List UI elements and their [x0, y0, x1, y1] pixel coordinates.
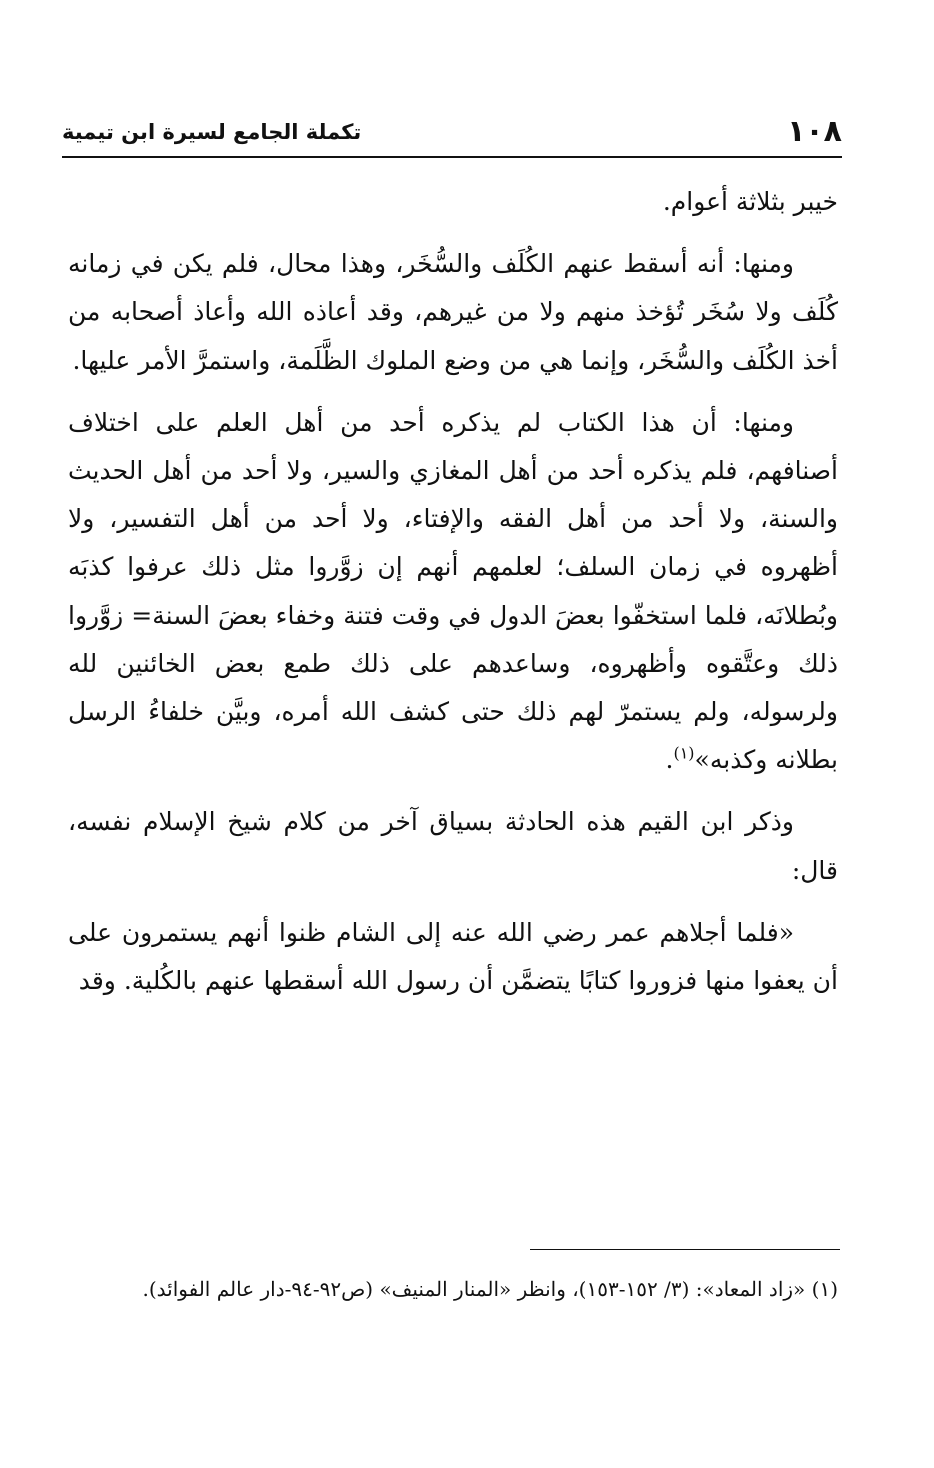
paragraph-3-text: ومنها: أن هذا الكتاب لم يذكره أحد من أهل العلم على اختلاف أصنافهم، فلم يذكره أحد من أهل المغازي والسير، ولا أحد من أهل الحديث والسنة، ولا أحد من أهل الفقه والإفتاء، ولا أحد من أهل التفسير، ولا أظهروه في زمان السلف؛ لعلمهم أنهم إن زوَّروا مثل ذلك عرفوا كذبَه وبُطلانَه، فلما استخفّوا بعضَ الدول في وقت فتنة وخفاء بعضَ السنة= زوَّروا ذلك وعتَّقوه وأظهروه، وساعدهم على ذلك طمع بعض الخائنين لله ولرسوله، ولم يستمرّ لهم ذلك حتى كشف الله أمره، وبيَّن خلفاءُ الرسل بطلانه وكذبه»	[68, 407, 838, 775]
header-rule	[62, 156, 842, 158]
page-header	[62, 112, 842, 158]
footnotes	[62, 1266, 838, 1312]
footnote-rule	[530, 1249, 840, 1250]
paragraph-2: ومنها: أنه أسقط عنهم الكُلَف والسُّخَر، وهذا محال، فلم يكن في زمانه كُلَف ولا سُخَر تُؤخذ منهم ولا من غيرهم، وقد أعاذه الله وأعاذ أصحابه من أخذ الكُلَف والسُّخَر، وإنما هي من وضع الملوك الظَّلَمة، واستمرَّ الأمر عليها.	[68, 249, 838, 375]
paragraph-5: «فلما أجلاهم عمر رضي الله عنه إلى الشام ظنوا أنهم يستمرون على أن يعفوا منها فزوروا كتابًا يتضمَّن أن رسول الله أسقطها عنهم بالكُلية. وقد	[68, 917, 838, 996]
paragraph-1: خيبر بثلاثة أعوام.	[662, 187, 838, 216]
footnote-1: (١) «زاد المعاد»: (٣/ ١٥٢-١٥٣)، وانظر «المنار المنيف» (ص٩٢-٩٤-دار عالم الفوائد).	[142, 1277, 838, 1301]
footnote-marker[interactable]: (١)	[673, 743, 695, 763]
page-number: ١٠٨	[787, 114, 842, 149]
main-text	[68, 178, 838, 1019]
paragraph-4: وذكر ابن القيم هذه الحادثة بسياق آخر من كلام شيخ الإسلام نفسه، قال:	[68, 807, 838, 885]
paragraph-3-end: .	[665, 745, 674, 775]
paragraph-3	[68, 399, 838, 785]
running-title: تكملة الجامع لسيرة ابن تيمية	[62, 120, 362, 144]
